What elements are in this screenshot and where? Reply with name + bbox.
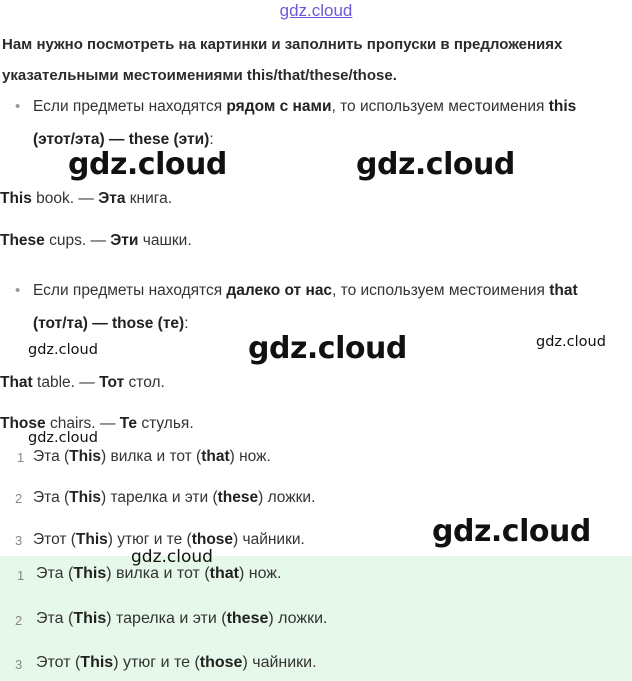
top-watermark-link[interactable]: gdz.cloud bbox=[279, 1, 353, 20]
exercise-number: 1 bbox=[17, 450, 25, 465]
example-far-1: That table. — Тот стол. bbox=[0, 374, 165, 391]
exercise-number: 2 bbox=[15, 491, 23, 506]
watermark: gdz.cloud bbox=[28, 430, 98, 446]
watermark: gdz.cloud bbox=[432, 514, 591, 549]
watermark: gdz.cloud bbox=[248, 331, 407, 366]
watermark: gdz.cloud bbox=[28, 342, 98, 358]
intro-line-1: Нам нужно посмотреть на картинки и заполнить пропуски в предложениях bbox=[2, 36, 563, 53]
answer-number: 2 bbox=[15, 613, 23, 628]
rule-near-line-1: Если предметы находятся рядом с нами, то используем местоимения this bbox=[33, 98, 577, 115]
answer-number: 3 bbox=[15, 657, 23, 672]
bullet-icon: • bbox=[15, 282, 21, 299]
answer-item-1: Эта (This) вилка и тот (that) нож. bbox=[36, 565, 282, 582]
watermark: gdz.cloud bbox=[131, 547, 213, 567]
watermark: gdz.cloud bbox=[536, 334, 606, 350]
exercise-number: 3 bbox=[15, 533, 23, 548]
exercise-item-2: Эта (This) тарелка и эти (these) ложки. bbox=[33, 489, 316, 506]
watermark: gdz.cloud bbox=[356, 147, 515, 182]
exercise-item-3: Этот (This) утюг и те (those) чайники. bbox=[33, 531, 305, 548]
watermark: gdz.cloud bbox=[68, 147, 227, 182]
answer-item-2: Эта (This) тарелка и эти (these) ложки. bbox=[36, 610, 328, 627]
bullet-icon: • bbox=[15, 98, 21, 115]
rule-far-line-2: (тот/та) — those (те): bbox=[33, 315, 189, 332]
rule-near-line-2: (этот/эта) — these (эти): bbox=[33, 131, 214, 148]
example-far-2: Those chairs. — Те стулья. bbox=[0, 415, 194, 432]
rule-far-line-1: Если предметы находятся далеко от нас, то используем местоимения that bbox=[33, 282, 578, 299]
intro-line-2: указательными местоимениями this/that/these/those. bbox=[2, 67, 397, 84]
exercise-item-1: Эта (This) вилка и тот (that) нож. bbox=[33, 448, 271, 465]
example-near-2: These cups. — Эти чашки. bbox=[0, 232, 192, 249]
answer-item-3: Этот (This) утюг и те (those) чайники. bbox=[36, 654, 317, 671]
example-near-1: This book. — Эта книга. bbox=[0, 190, 173, 207]
answer-number: 1 bbox=[17, 568, 25, 583]
